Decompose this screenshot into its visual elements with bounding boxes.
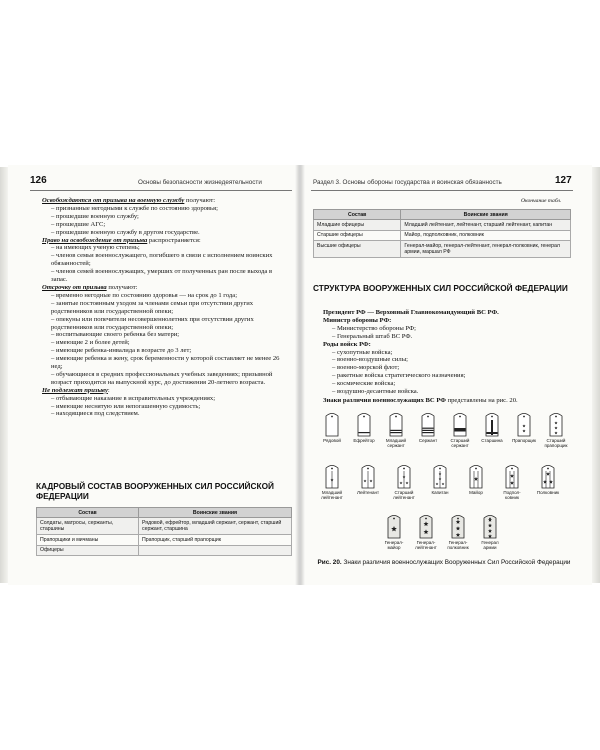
table-cell: Генерал-майор, генерал-лейтенант, генерал-полковник, генерал армии, маршал РФ — [401, 241, 571, 258]
insignia-row-2 — [301, 463, 592, 503]
shoulder-strap-icon — [451, 513, 465, 539]
strap-button — [427, 416, 429, 418]
header-rule-left — [30, 190, 292, 191]
strap-stripe — [455, 428, 466, 432]
structure-item: – военно-воздушные силы; — [332, 356, 408, 364]
paragraph-heading — [42, 197, 288, 205]
structure-item: – воздушно-десантные войска. — [332, 388, 419, 396]
insignia-intro-rest: представлены на рис. 20. — [445, 397, 518, 404]
list-item: – имеющие ребенка-инвалида в возрасте до 3 лет; — [51, 347, 192, 355]
table-header-cell: Воинские звания — [139, 508, 292, 518]
insignia-row-1 — [301, 411, 592, 451]
strap-stripe — [391, 430, 402, 431]
insignia-item — [415, 411, 441, 443]
list-item: – прошедшие военную службу; — [51, 212, 139, 220]
table-cell: Офицеры — [37, 545, 139, 555]
left-body-text — [42, 197, 288, 418]
list-item: – имеющие неснятую или непогашенную судимость; — [51, 402, 201, 410]
insignia-label: Подполковник — [503, 490, 521, 500]
heading-rest: получают: — [106, 283, 138, 291]
strap-button — [425, 518, 427, 520]
paragraph-heading — [42, 284, 288, 292]
shoulder-strap-icon — [469, 463, 483, 489]
list-item: – на имеющих ученую степень; — [51, 244, 140, 252]
insignia-label: Ефрейтор — [353, 438, 375, 443]
strap-stripe — [423, 432, 434, 433]
structure-heading: Президент РФ — Верховный Главнокомандующий ВС РФ. — [323, 309, 499, 316]
heading-emphasis: Отсрочку от призыва — [42, 283, 107, 291]
strap-button — [511, 468, 513, 470]
shoulder-strap-icon — [361, 463, 375, 489]
insignia-label: Младший лейтенант — [321, 490, 343, 500]
section-title-structure: СТРУКТУРА ВООРУЖЕННЫХ СИЛ РОССИЙСКОЙ ФЕДЕРАЦИИ — [313, 283, 568, 293]
insignia-item — [479, 411, 505, 443]
table-header-cell: Состав — [314, 210, 401, 220]
insignia-item — [391, 463, 417, 500]
running-head-left: Основы безопасности жизнедеятельности — [138, 179, 262, 186]
strap-button — [393, 518, 395, 520]
shoulder-strap-icon — [325, 463, 339, 489]
shoulder-strap-icon — [433, 463, 447, 489]
strap-button — [459, 416, 461, 418]
insignia-item — [511, 411, 537, 443]
strap-stripe — [359, 432, 370, 433]
insignia-label: Рядовой — [323, 438, 341, 443]
strap-button — [363, 416, 365, 418]
insignia-intro-bold: Знаки различия военнослужащих ВС РФ — [323, 397, 446, 404]
strap-button — [367, 468, 369, 470]
insignia-item — [445, 513, 471, 550]
shoulder-strap-icon — [325, 411, 339, 437]
insignia-label: Старший прапорщик — [544, 438, 568, 448]
section-title-cadre: КАДРОВЫЙ СОСТАВ ВООРУЖЕННЫХ СИЛ РОССИЙСКОЙ ФЕДЕРАЦИИ — [36, 481, 274, 501]
shoulder-strap-icon — [549, 411, 563, 437]
list-item: – обучающиеся в средних профессиональных учебных заведениях; призывной возраст приходится на выпускной курс, до достижения 20-летнего возраста. — [51, 370, 273, 386]
list-item: – членов семьи военнослужащего, погибшего в связи с исполнением воинских обязанностей; — [51, 252, 273, 268]
strap-button — [491, 416, 493, 418]
figure-caption — [313, 559, 575, 567]
table-row — [314, 230, 571, 240]
insignia-label: Лейтенант — [356, 490, 380, 495]
insignia-label: Генерал армии — [481, 540, 499, 550]
list-item: – прошедшие АГС; — [51, 220, 106, 228]
page-number-left: 126 — [30, 175, 47, 186]
list-item: – занятые постоянным уходом за членами семьи при отсутствии других родственников или государственной опеки; — [51, 299, 254, 315]
shoulder-strap-icon — [387, 513, 401, 539]
structure-list — [323, 309, 573, 396]
list-item: – прошедшие военную службу в другом государстве. — [51, 228, 200, 236]
strap-button — [475, 468, 477, 470]
officers-table — [313, 209, 571, 258]
insignia-row-3 — [301, 513, 592, 553]
table-cell: Солдаты, матросы, сержанты, старшины — [37, 518, 139, 535]
strap-button — [457, 518, 459, 520]
table-cell: Старшие офицеры — [314, 230, 401, 240]
strap-button — [523, 416, 525, 418]
page-edge-left — [0, 167, 8, 583]
heading-rest: : — [107, 386, 110, 394]
insignia-item — [413, 513, 439, 550]
table-cell: Прапорщик, старший прапорщик — [139, 535, 292, 545]
insignia-label: Капитан — [431, 490, 449, 495]
insignia-item — [477, 513, 503, 550]
left-page — [8, 165, 299, 585]
shoulder-strap-icon — [541, 463, 555, 489]
insignia-item — [499, 463, 525, 500]
insignia-label: Старший лейтенант — [393, 490, 415, 500]
table-row — [314, 220, 571, 230]
insignia-item — [447, 411, 473, 448]
structure-item: – Министерство обороны РФ; — [332, 324, 416, 332]
heading-rest: распространяется: — [147, 236, 201, 244]
heading-emphasis: Право на освобождение от призыва — [42, 236, 148, 244]
strap-button — [331, 468, 333, 470]
list-item: – отбывающие наказание в исправительных учреждениях; — [51, 394, 216, 402]
shoulder-strap-icon — [389, 411, 403, 437]
insignia-item — [543, 411, 569, 448]
shoulder-strap-icon — [505, 463, 519, 489]
insignia-label: Полковник — [536, 490, 560, 495]
structure-item: – сухопутные войска; — [332, 348, 393, 356]
heading-rest: получают: — [184, 197, 216, 204]
insignia-label: Майор — [469, 490, 483, 495]
insignia-item — [535, 463, 561, 495]
strap-stripe — [487, 432, 498, 434]
structure-item: – Генеральный штаб ВС РФ. — [332, 332, 413, 340]
shoulder-strap-icon — [397, 463, 411, 489]
shoulder-strap-icon — [517, 411, 531, 437]
right-page — [301, 165, 592, 585]
table-cell: Младшие офицеры — [314, 220, 401, 230]
header-rule-right — [311, 190, 573, 191]
shoulder-strap-icon — [483, 513, 497, 539]
shoulder-strap-icon — [357, 411, 371, 437]
insignia-intro — [323, 397, 573, 405]
insignia-label: Младший сержант — [385, 438, 407, 448]
table-header-row — [37, 508, 292, 518]
table-cell: Высшие офицеры — [314, 241, 401, 258]
figure-caption-text: Знаки различия военнослужащих Вооруженных Сил Российской Федерации — [341, 559, 571, 566]
paragraph-heading — [42, 387, 288, 395]
heading-emphasis: Не подлежат призыву — [42, 386, 108, 394]
insignia-item — [319, 463, 345, 500]
insignia-label: Старший сержант — [450, 438, 470, 448]
table-continuation-note: Окончание табл. — [521, 198, 562, 204]
table-row — [37, 518, 292, 535]
list-item: – находящиеся под следствием. — [51, 410, 140, 418]
strap-stripe — [391, 432, 402, 433]
insignia-label: Генерал-лейтенант — [415, 540, 437, 550]
shoulder-strap-icon — [421, 411, 435, 437]
page-number-right: 127 — [555, 175, 572, 186]
insignia-label: Старшина — [481, 438, 503, 443]
table-row — [314, 241, 571, 258]
shoulder-strap-icon — [485, 411, 499, 437]
page-edge-right — [592, 167, 600, 583]
strap-button — [403, 468, 405, 470]
book-gutter — [295, 165, 305, 585]
structure-heading: Министр обороны РФ: — [323, 316, 392, 324]
insignia-item — [355, 463, 381, 495]
insignia-label: Генерал-майор — [384, 540, 404, 550]
strap-button — [331, 416, 333, 418]
strap-button — [439, 468, 441, 470]
insignia-item — [383, 411, 409, 448]
strap-button — [555, 416, 557, 418]
table-header-cell: Воинские звания — [401, 210, 571, 220]
table-cell: Майор, подполковник, полковник — [401, 230, 571, 240]
table-row — [37, 535, 292, 545]
strap-button — [395, 416, 397, 418]
list-item: – опекуны или попечители несовершеннолетних при отсутствии других родственников или государственной опеки; — [51, 315, 254, 331]
insignia-item — [381, 513, 407, 550]
figure-label: Рис. 20. — [317, 559, 342, 566]
running-head-right: Раздел 3. Основы обороны государства и воинская обязанность — [313, 179, 502, 186]
table-cell: Прапорщики и мичманы — [37, 535, 139, 545]
structure-heading: Роды войск РФ: — [323, 340, 371, 348]
insignia-item — [463, 463, 489, 495]
table-cell — [139, 545, 292, 555]
insignia-item — [427, 463, 453, 495]
table-cell: Младший лейтенант, лейтенант, старший лейтенант, капитан — [401, 220, 571, 230]
insignia-label: Сержант — [418, 438, 438, 443]
insignia-item — [351, 411, 377, 443]
insignia-label: Прапорщик — [512, 438, 536, 443]
cadre-table — [36, 507, 292, 556]
insignia-item — [319, 411, 345, 443]
list-item: – временно негодные по состоянию здоровья — на срок до 1 года; — [51, 291, 238, 299]
insignia-label: Генерал-полковник — [447, 540, 469, 550]
table-cell: Рядовой, ефрейтор, младший сержант, сержант, старший сержант, старшина — [139, 518, 292, 535]
strap-button — [547, 468, 549, 470]
structure-item: – военно-морской флот; — [332, 364, 400, 372]
strap-stripe — [423, 430, 434, 431]
book-spread — [0, 165, 600, 585]
list-item: – имеющие 2 и более детей; — [51, 339, 130, 347]
paragraph-heading — [42, 237, 288, 245]
table-header-row — [314, 210, 571, 220]
structure-item: – ракетные войска стратегического назначения; — [332, 372, 466, 380]
structure-item: – космические войска; — [332, 380, 396, 388]
list-item: – членов семей военнослужащих, умерших от полученных ран после выхода в запас. — [51, 268, 273, 284]
table-header-cell: Состав — [37, 508, 139, 518]
list-item: – признанные негодными к службе по состоянию здоровья; — [51, 204, 218, 212]
shoulder-strap-icon — [453, 411, 467, 437]
table-row — [37, 545, 292, 555]
list-item: – воспитывающие своего ребенка без матери; — [51, 331, 180, 339]
list-item: – имеющие ребенка и жену, срок беременности у которой составляет не менее 26 нед; — [51, 355, 280, 371]
heading-emphasis: Освобождаются от призыва на военную службу — [42, 197, 185, 204]
strap-stripe — [423, 428, 434, 429]
shoulder-strap-icon — [419, 513, 433, 539]
